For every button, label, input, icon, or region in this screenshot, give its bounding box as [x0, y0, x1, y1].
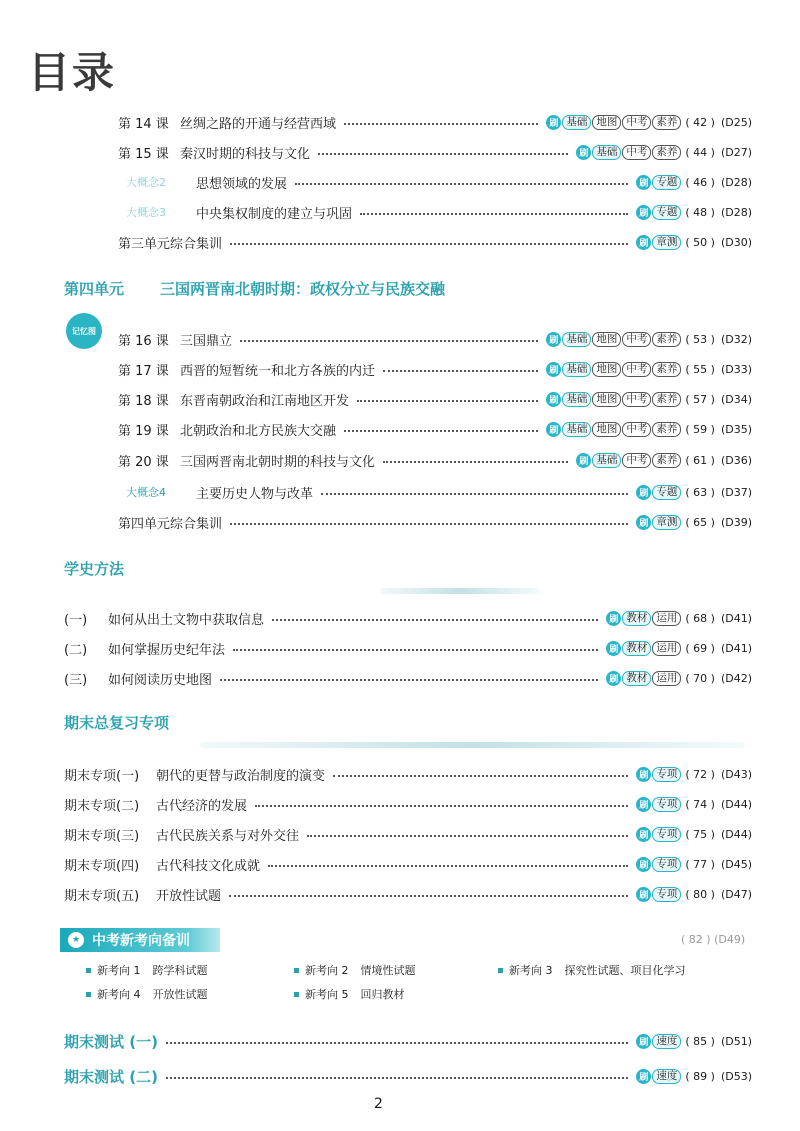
lesson-title: 古代科技文化成就: [156, 858, 261, 874]
page-ref: ( 80 ): [685, 887, 715, 901]
practice-tag[interactable]: 素养: [652, 115, 681, 130]
dot-leader: [383, 370, 538, 372]
tag-group: [636, 515, 752, 530]
dot-leader: [229, 895, 628, 897]
lesson-number: 期末专项(一): [64, 768, 140, 784]
practice-tag[interactable]: 基础: [592, 453, 621, 468]
brush-badge-icon: 刷: [546, 362, 561, 377]
answer-ref: (D42): [720, 671, 752, 685]
toc-row[interactable]: [118, 327, 752, 351]
answer-ref: (D35): [720, 422, 752, 436]
dot-leader: [318, 153, 568, 155]
page-ref: ( 63 ): [685, 485, 715, 499]
practice-tag[interactable]: 运用: [652, 611, 681, 626]
lesson-title: 西晋的短暂统一和北方各族的内迁: [180, 363, 376, 379]
method-section-title: 学史方法: [64, 560, 125, 578]
direction-code: 新考向 3: [509, 964, 553, 977]
lesson-number: 期末专项(二): [64, 798, 140, 814]
dot-leader: [344, 123, 538, 125]
brush-badge-icon: 刷: [606, 671, 621, 686]
practice-tag[interactable]: 地图: [592, 115, 621, 130]
page-ref: ( 69 ): [685, 641, 715, 655]
toc-row[interactable]: [118, 387, 752, 411]
brush-badge-icon: 刷: [576, 453, 591, 468]
bullet-square-icon: [86, 992, 91, 997]
lesson-title: 开放性试题: [156, 888, 222, 904]
tag-group: [636, 485, 752, 500]
page-ref: ( 75 ): [685, 827, 715, 841]
tag-group: [636, 767, 752, 782]
page-ref: ( 72 ): [685, 767, 715, 781]
toc-row[interactable]: [118, 170, 752, 194]
brush-badge-icon: 刷: [546, 422, 561, 437]
page-ref: ( 53 ): [685, 332, 715, 346]
practice-tag[interactable]: 基础: [562, 422, 591, 437]
brush-badge-icon: 刷: [636, 827, 651, 842]
practice-tag[interactable]: 教材: [622, 671, 651, 686]
tag-group: [546, 422, 752, 437]
practice-tag[interactable]: 基础: [562, 115, 591, 130]
practice-tag[interactable]: 中考: [622, 145, 651, 160]
tag-group: [636, 205, 752, 220]
review-section-title: 期末总复习专项: [64, 714, 170, 732]
practice-tag[interactable]: 中考: [622, 362, 651, 377]
practice-tag[interactable]: 专题: [652, 175, 681, 190]
lesson-number: 第 15 课: [118, 146, 169, 162]
toc-row[interactable]: [118, 140, 752, 164]
practice-tag[interactable]: 地图: [592, 332, 621, 347]
dot-leader: [220, 679, 598, 681]
tag-group: [606, 641, 752, 656]
lesson-title: 如何掌握历史纪年法: [108, 642, 226, 658]
answer-ref: (D41): [720, 641, 752, 655]
brush-badge-icon: 刷: [636, 205, 651, 220]
answer-ref: (D27): [720, 145, 752, 159]
dot-leader: [166, 1077, 628, 1079]
dot-leader: [383, 461, 568, 463]
concept-label: 大概念4: [126, 486, 166, 499]
practice-tag[interactable]: 教材: [622, 641, 651, 656]
tag-group: [636, 235, 752, 250]
dot-leader: [333, 775, 628, 777]
page-ref: ( 68 ): [685, 611, 715, 625]
answer-ref: (D28): [720, 175, 752, 189]
brush-badge-icon: 刷: [546, 115, 561, 130]
lesson-number: (二): [64, 642, 88, 658]
brush-badge-icon: 刷: [636, 857, 651, 872]
lesson-title: 三国两晋南北朝时期的科技与文化: [180, 454, 376, 470]
dot-leader: [321, 493, 628, 495]
lesson-number: 期末专项(五): [64, 888, 140, 904]
lesson-number: 第 19 课: [118, 423, 169, 439]
direction-code: 新考向 2: [305, 964, 349, 977]
tag-group: [636, 887, 752, 902]
banner-page-ref: ( 82 ) (D49): [681, 933, 746, 946]
practice-tag[interactable]: 素养: [652, 332, 681, 347]
new-direction-item[interactable]: [498, 962, 686, 978]
toc-row[interactable]: [118, 417, 752, 441]
brush-badge-icon: 刷: [606, 611, 621, 626]
tag-group: [636, 1034, 752, 1049]
new-direction-item[interactable]: [294, 986, 405, 1002]
dot-leader: [360, 213, 628, 215]
lesson-title: 丝绸之路的开通与经营西域: [180, 116, 337, 132]
new-direction-item[interactable]: [86, 986, 208, 1002]
answer-ref: (D34): [720, 392, 752, 406]
practice-tag[interactable]: 素养: [652, 422, 681, 437]
practice-tag[interactable]: 专题: [652, 205, 681, 220]
brush-badge-icon: 刷: [636, 175, 651, 190]
lesson-number: 第 20 课: [118, 454, 169, 470]
lesson-title: 古代经济的发展: [156, 798, 248, 814]
dot-leader: [268, 865, 628, 867]
exam-title: 期末测试 (一): [64, 1032, 158, 1051]
lesson-number: (三): [64, 672, 88, 688]
lesson-title: 东晋南朝政治和江南地区开发: [180, 393, 350, 409]
concept-label: 大概念3: [126, 206, 166, 219]
toc-row[interactable]: [64, 606, 752, 630]
toc-row[interactable]: [64, 666, 752, 690]
toc-row[interactable]: [118, 200, 752, 224]
toc-row[interactable]: [64, 822, 752, 846]
dot-leader: [307, 835, 628, 837]
answer-ref: (D25): [720, 115, 752, 129]
page-ref: ( 70 ): [685, 671, 715, 685]
exam-row[interactable]: [64, 1063, 752, 1089]
practice-tag[interactable]: 素养: [652, 392, 681, 407]
page-ref: ( 55 ): [685, 362, 715, 376]
dot-leader: [357, 400, 538, 402]
exam-row[interactable]: [64, 1028, 752, 1054]
page-ref: ( 89 ): [685, 1069, 715, 1083]
tag-group: [606, 611, 752, 626]
practice-tag[interactable]: 地图: [592, 422, 621, 437]
page-number: 2: [374, 1096, 383, 1112]
page-ref: ( 74 ): [685, 797, 715, 811]
practice-tag[interactable]: 章测: [652, 515, 681, 530]
decorative-brush-line: [200, 742, 745, 748]
toc-row[interactable]: [118, 510, 752, 534]
toc-row[interactable]: [64, 636, 752, 660]
toc-row[interactable]: [118, 230, 752, 254]
lesson-title: 秦汉时期的科技与文化: [180, 146, 311, 162]
dot-leader: [295, 183, 628, 185]
brush-badge-icon: 刷: [546, 392, 561, 407]
answer-ref: (D37): [720, 485, 752, 499]
practice-tag[interactable]: 专项: [652, 827, 681, 842]
lesson-title: 第三单元综合集训: [118, 236, 223, 252]
tag-group: [546, 392, 752, 407]
dot-leader: [230, 243, 628, 245]
toc-row[interactable]: [118, 110, 752, 134]
practice-tag[interactable]: 中考: [622, 115, 651, 130]
brush-badge-icon: 刷: [606, 641, 621, 656]
exam-title: 期末测试 (二): [64, 1067, 158, 1086]
practice-tag[interactable]: 运用: [652, 641, 681, 656]
lesson-number: 期末专项(四): [64, 858, 140, 874]
direction-name: 回归教材: [360, 988, 405, 1001]
practice-tag[interactable]: 速度: [652, 1069, 681, 1084]
practice-tag[interactable]: 素养: [652, 362, 681, 377]
toc-row[interactable]: [118, 448, 752, 472]
practice-tag[interactable]: 素养: [652, 145, 681, 160]
unit4-heading: [64, 278, 445, 299]
dot-leader: [233, 649, 598, 651]
bullet-square-icon: [294, 992, 299, 997]
brush-badge-icon: 刷: [546, 332, 561, 347]
bullet-square-icon: [86, 968, 91, 973]
lesson-number: 第 14 课: [118, 116, 169, 132]
dot-leader: [240, 340, 538, 342]
unit4-title: 三国两晋南北朝时期：政权分立与民族交融: [160, 280, 446, 298]
lesson-title: 如何从出土文物中获取信息: [108, 612, 265, 628]
tag-group: [576, 145, 752, 160]
practice-tag[interactable]: 素养: [652, 453, 681, 468]
toc-row[interactable]: [118, 480, 752, 504]
direction-name: 开放性试题: [152, 988, 208, 1001]
tag-group: [546, 115, 752, 130]
dot-leader: [230, 523, 628, 525]
brush-badge-icon: 刷: [636, 515, 651, 530]
toc-row[interactable]: [64, 762, 752, 786]
lesson-title: 中央集权制度的建立与巩固: [196, 206, 353, 222]
answer-ref: (D41): [720, 611, 752, 625]
answer-ref: (D51): [720, 1034, 752, 1048]
lesson-number: 第 16 课: [118, 333, 169, 349]
direction-name: 情境性试题: [360, 964, 416, 977]
new-direction-item[interactable]: [294, 962, 416, 978]
tag-group: [636, 1069, 752, 1084]
decorative-brush-line: [380, 588, 540, 594]
answer-ref: (D47): [720, 887, 752, 901]
lesson-title: 主要历史人物与改革: [196, 486, 314, 502]
practice-tag[interactable]: 运用: [652, 671, 681, 686]
page-ref: ( 50 ): [685, 235, 715, 249]
answer-ref: (D32): [720, 332, 752, 346]
page-ref: ( 77 ): [685, 857, 715, 871]
dot-leader: [272, 619, 598, 621]
new-direction-banner[interactable]: [60, 928, 220, 952]
brush-badge-icon: 刷: [636, 485, 651, 500]
practice-tag[interactable]: 专项: [652, 767, 681, 782]
page-ref: ( 46 ): [685, 175, 715, 189]
dot-leader: [344, 430, 538, 432]
toc-row[interactable]: [118, 357, 752, 381]
answer-ref: (D43): [720, 767, 752, 781]
banner-icon: ★: [68, 932, 84, 948]
lesson-number: 第 17 课: [118, 363, 169, 379]
lesson-title: 朝代的更替与政治制度的演变: [156, 768, 326, 784]
page-ref: ( 85 ): [685, 1034, 715, 1048]
brush-badge-icon: 刷: [576, 145, 591, 160]
tag-group: [636, 827, 752, 842]
lesson-title: 古代民族关系与对外交往: [156, 828, 300, 844]
unit4-label: 第四单元: [64, 280, 125, 298]
answer-ref: (D53): [720, 1069, 752, 1083]
answer-ref: (D30): [720, 235, 752, 249]
practice-tag[interactable]: 中考: [622, 422, 651, 437]
new-direction-item[interactable]: [86, 962, 208, 978]
practice-tag[interactable]: 专项: [652, 887, 681, 902]
practice-tag[interactable]: 专项: [652, 797, 681, 812]
tag-group: [576, 453, 752, 468]
practice-tag[interactable]: 专题: [652, 485, 681, 500]
direction-name: 探究性试题、项目化学习: [564, 964, 686, 977]
practice-tag[interactable]: 速度: [652, 1034, 681, 1049]
lesson-title: 如何阅读历史地图: [108, 672, 213, 688]
tag-group: [606, 671, 752, 686]
bullet-square-icon: [498, 968, 503, 973]
toc-row[interactable]: [64, 882, 752, 906]
answer-ref: (D39): [720, 515, 752, 529]
practice-tag[interactable]: 中考: [622, 332, 651, 347]
answer-ref: (D44): [720, 797, 752, 811]
brush-badge-icon: 刷: [636, 1034, 651, 1049]
lesson-title: 思想领域的发展: [196, 176, 288, 192]
practice-tag[interactable]: 章测: [652, 235, 681, 250]
toc-row[interactable]: [64, 852, 752, 876]
dot-leader: [166, 1042, 628, 1044]
practice-tag[interactable]: 专项: [652, 857, 681, 872]
brush-badge-icon: 刷: [636, 235, 651, 250]
page-ref: ( 61 ): [685, 453, 715, 467]
practice-tag[interactable]: 中考: [622, 392, 651, 407]
answer-ref: (D28): [720, 205, 752, 219]
page-ref: ( 57 ): [685, 392, 715, 406]
lesson-title: 第四单元综合集训: [118, 516, 223, 532]
direction-code: 新考向 1: [97, 964, 141, 977]
answer-ref: (D33): [720, 362, 752, 376]
practice-tag[interactable]: 基础: [562, 362, 591, 377]
practice-tag[interactable]: 教材: [622, 611, 651, 626]
page-ref: ( 44 ): [685, 145, 715, 159]
tag-group: [546, 362, 752, 377]
practice-tag[interactable]: 地图: [592, 362, 621, 377]
lesson-title: 三国鼎立: [180, 333, 233, 349]
practice-tag[interactable]: 基础: [592, 145, 621, 160]
brush-badge-icon: 刷: [636, 767, 651, 782]
toc-row[interactable]: [64, 792, 752, 816]
page-ref: ( 65 ): [685, 515, 715, 529]
practice-tag[interactable]: 基础: [562, 392, 591, 407]
answer-ref: (D36): [720, 453, 752, 467]
lesson-number: 期末专项(三): [64, 828, 140, 844]
memory-map-icon[interactable]: 记忆图: [66, 313, 102, 349]
banner-label: 中考新考向备训: [92, 933, 190, 949]
direction-code: 新考向 5: [305, 988, 349, 1001]
dot-leader: [255, 805, 628, 807]
page-ref: ( 48 ): [685, 205, 715, 219]
lesson-number: (一): [64, 612, 88, 628]
bullet-square-icon: [294, 968, 299, 973]
concept-label: 大概念2: [126, 176, 166, 189]
page-ref: ( 59 ): [685, 422, 715, 436]
direction-name: 跨学科试题: [152, 964, 208, 977]
page-ref: ( 42 ): [685, 115, 715, 129]
brush-badge-icon: 刷: [636, 887, 651, 902]
lesson-title: 北朝政治和北方民族大交融: [180, 423, 337, 439]
tag-group: [636, 797, 752, 812]
practice-tag[interactable]: 中考: [622, 453, 651, 468]
page-title: 目录: [28, 48, 117, 97]
tag-group: [546, 332, 752, 347]
lesson-number: 第 18 课: [118, 393, 169, 409]
practice-tag[interactable]: 地图: [592, 392, 621, 407]
brush-badge-icon: 刷: [636, 1069, 651, 1084]
direction-code: 新考向 4: [97, 988, 141, 1001]
answer-ref: (D45): [720, 857, 752, 871]
tag-group: [636, 857, 752, 872]
practice-tag[interactable]: 基础: [562, 332, 591, 347]
tag-group: [636, 175, 752, 190]
answer-ref: (D44): [720, 827, 752, 841]
brush-badge-icon: 刷: [636, 797, 651, 812]
